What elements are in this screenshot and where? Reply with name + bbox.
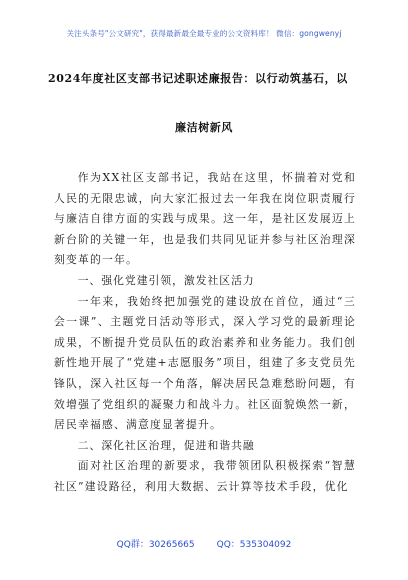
- section-heading-2: 二、深化社区治理，促进和谐共融: [77, 438, 255, 452]
- section-1-paragraph: 一年来，我始终把加强党的建设放在首位，通过“三会一课”、主题党日活动等形式，深入学习党的最新理论成果，不断提升党员队伍的政治素养和业务能力。我们创新性地开展了“党建+志愿服务”项目，组建了多支党员先锋队，深入社区每一个角落，解决居民急难愁盼问题，有效增强了党组织的凝聚力和战斗力。社区面貌焕然一新，居民幸福感、满意度显著提升。: [54, 294, 356, 432]
- section-2-paragraph: 面对社区治理的新要求，我带领团队积极探索“智慧社区”建设路径，利用大数据、云计算等技术手段，优化: [54, 459, 356, 493]
- footer-qq: QQ：535304092: [216, 540, 292, 550]
- intro-paragraph: 作为XX社区支部书记，我站在这里，怀揣着对党和人民的无限忠诚，向大家汇报过去一年我在岗位职责履行与廉洁自律方面的实践与成果。这一年，是社区发展迈上新台阶的关键一年，也是我们共同见证并参与社区治理深刻变革的一年。: [54, 171, 356, 267]
- document-title-line-1: 2024年度社区支部书记述职述廉报告：以行动筑基石，以: [48, 72, 348, 85]
- footer-contact: [0, 537, 408, 550]
- document-body: [54, 168, 356, 498]
- document-title-line-2: 廉洁树新风: [175, 121, 233, 134]
- header-notice: 关注头条号"公文研究"，获得最新最全最专业的公文资料库！ 微信：gongwenyj: [66, 29, 342, 38]
- section-heading-1: 一、强化党建引领，激发社区活力: [77, 273, 255, 287]
- footer-qq-group: QQ群：30265665: [116, 540, 195, 550]
